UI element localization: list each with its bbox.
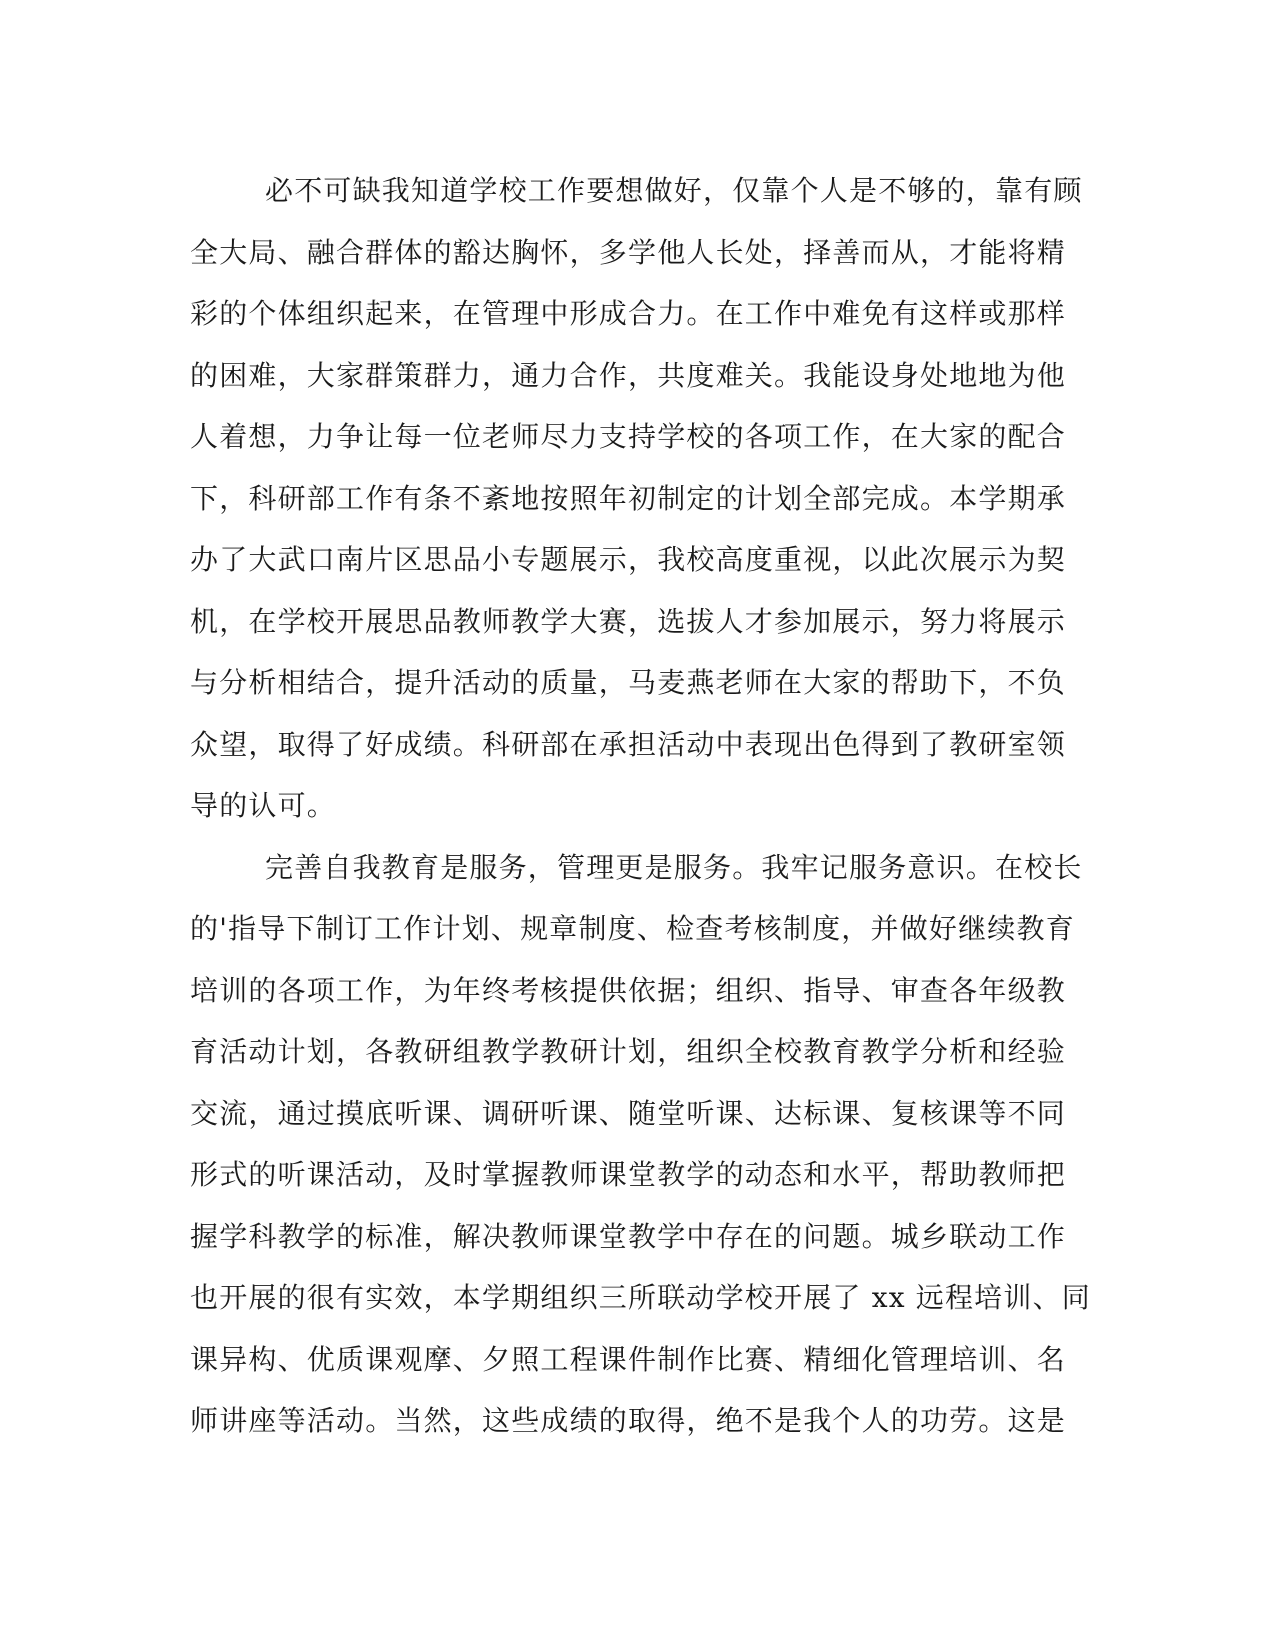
paragraph-line: 众望，取得了好成绩。科研部在承担活动中表现出色得到了教研室领	[190, 727, 1067, 761]
paragraph-line: 培训的各项工作，为年终考核提供依据；组织、指导、审查各年级教	[190, 973, 1067, 1007]
paragraph-line: 必不可缺我知道学校工作要想做好，仅靠个人是不够的，靠有顾	[265, 174, 1083, 207]
paragraph-2	[190, 837, 1091, 1452]
paragraph-line: 育活动计划，各教研组教学教研计划，组织全校教育教学分析和经验	[190, 1035, 1067, 1068]
paragraph-line: 的困难，大家群策群力，通力合作，共度难关。我能设身处地地为他	[190, 358, 1067, 392]
paragraph-line: 握学科教学的标准，解决教师课堂教学中存在的问题。城乡联动工作	[190, 1219, 1067, 1253]
paragraph-line: 办了大武口南片区思品小专题展示，我校高度重视，以此次展示为契	[190, 543, 1067, 576]
paragraph-line: 导的认可。	[190, 789, 337, 822]
paragraph-line: 课异构、优质课观摩、夕照工程课件制作比赛、精细化管理培训、名	[190, 1342, 1067, 1376]
paragraph-line: 人着想，力争让每一位老师尽力支持学校的各项工作，在大家的配合	[190, 420, 1067, 453]
paragraph-line: 与分析相结合，提升活动的质量，马麦燕老师在大家的帮助下，不负	[190, 666, 1067, 699]
paragraph-line: 的'指导下制订工作计划、规章制度、检查考核制度，并做好继续教育	[190, 912, 1075, 945]
paragraph-line: 交流，通过摸底听课、调研听课、随堂听课、达标课、复核课等不同	[190, 1096, 1067, 1130]
paragraph-line: 下，科研部工作有条不紊地按照年初制定的计划全部完成。本学期承	[190, 481, 1067, 515]
paragraph-line: 彩的个体组织起来，在管理中形成合力。在工作中难免有这样或那样	[190, 297, 1067, 330]
paragraph-1	[190, 160, 1082, 837]
paragraph-line: 也开展的很有实效，本学期组织三所联动学校开展了 xx 远程培训、同	[190, 1281, 1091, 1314]
paragraph-line: 形式的听课活动，及时掌握教师课堂教学的动态和水平，帮助教师把	[190, 1158, 1067, 1191]
paragraph-line: 师讲座等活动。当然，这些成绩的取得，绝不是我个人的功劳。这是	[190, 1404, 1067, 1437]
paragraph-line: 完善自我教育是服务，管理更是服务。我牢记服务意识。在校长	[265, 850, 1083, 884]
paragraph-line: 全大局、融合群体的豁达胸怀，多学他人长处，择善而从，才能将精	[190, 235, 1067, 269]
document-body	[190, 160, 1091, 1452]
paragraph-line: 机，在学校开展思品教师教学大赛，选拔人才参加展示，努力将展示	[190, 604, 1067, 638]
